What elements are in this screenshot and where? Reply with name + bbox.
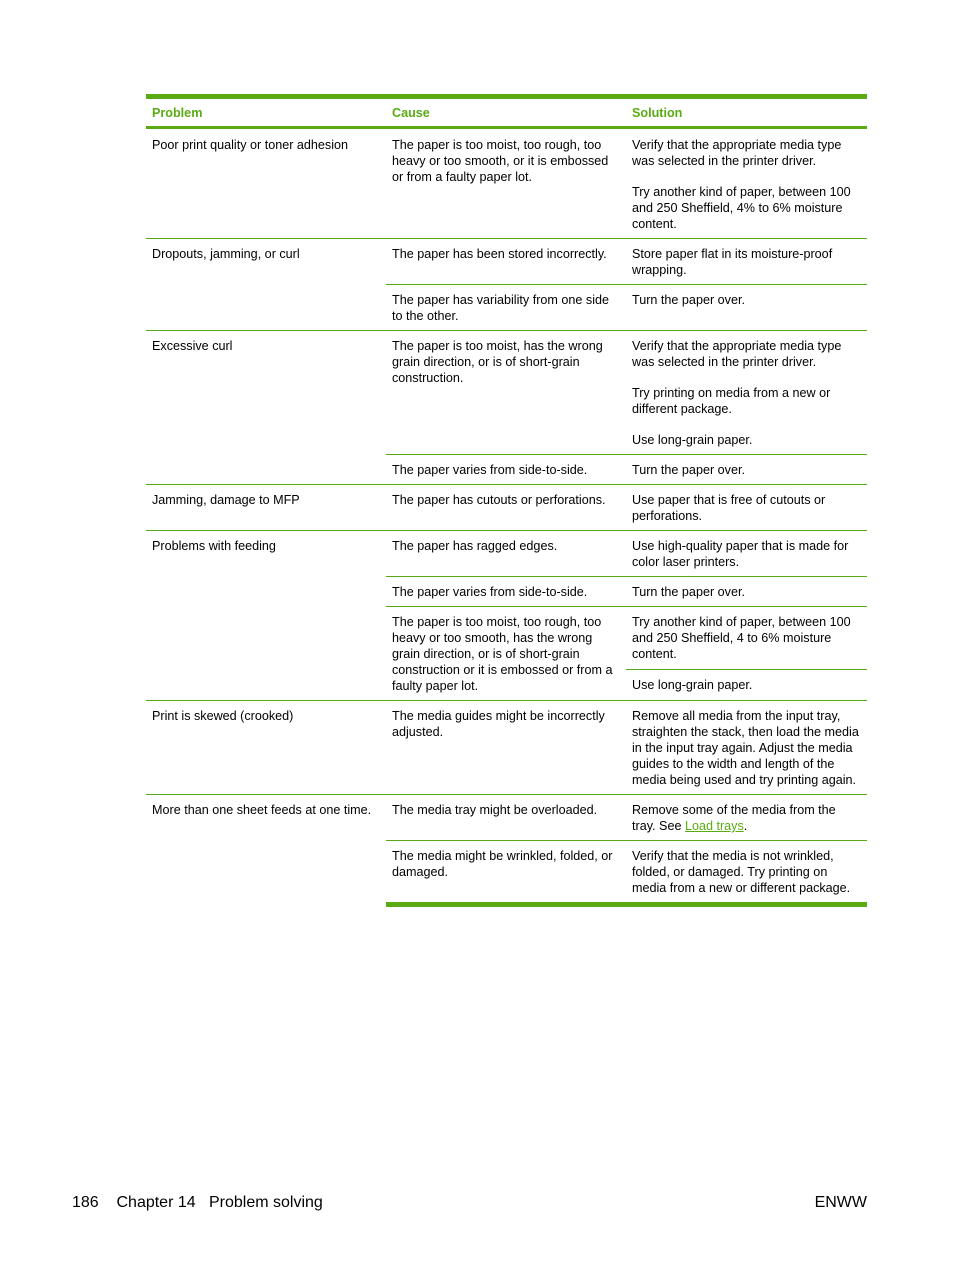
solution-cell xyxy=(626,795,867,841)
problem-cell: Excessive curl xyxy=(146,331,386,485)
problem-cause-solution-table xyxy=(146,94,867,907)
solution-cell xyxy=(626,577,867,607)
solution-text: Use high-quality paper that is made for color laser printers. xyxy=(632,539,849,569)
table-row xyxy=(146,795,867,841)
cause-cell: The paper varies from side-to-side. xyxy=(386,455,626,485)
solution-text: Store paper flat in its moisture-proof wrapping. xyxy=(632,247,833,277)
load-trays-link[interactable]: Load trays xyxy=(684,819,744,833)
cause-cell: The media might be wrinkled, folded, or damaged. xyxy=(386,841,626,905)
problem-cell: Jamming, damage to MFP xyxy=(146,485,386,531)
problem-cell: Dropouts, jamming, or curl xyxy=(146,239,386,331)
solution-text: Turn the paper over. xyxy=(632,293,745,307)
page-footer-right: ENWW xyxy=(814,1194,867,1211)
cause-cell: The paper is too moist, too rough, too heavy or too smooth, has the wrong grain direction, or is of short-grain construction or it is embossed or from a faulty paper lot. xyxy=(386,607,626,701)
cause-cell: The paper is too moist, has the wrong grain direction, or is of short-grain construction. xyxy=(386,331,626,455)
cause-cell: The media tray might be overloaded. xyxy=(386,795,626,841)
solution-text: Use paper that is free of cutouts or perforations. xyxy=(632,493,826,523)
solution-text: Remove all media from the input tray, straighten the stack, then load the media in the input tray again. Adjust the media guides to the width and length of the media being used and try printing again. xyxy=(632,709,859,787)
cause-cell: The paper has variability from one side to the other. xyxy=(386,285,626,331)
solution-cell xyxy=(626,531,867,577)
table-row xyxy=(146,239,867,285)
solution-cell xyxy=(626,670,867,701)
cause-cell: The media guides might be incorrectly adjusted. xyxy=(386,701,626,795)
problem-cell: Print is skewed (crooked) xyxy=(146,701,386,795)
solution-text: Verify that the media is not wrinkled, folded, or damaged. Try printing on media from a new or different package. xyxy=(632,849,851,895)
solution-text xyxy=(632,802,861,834)
problem-cell: More than one sheet feeds at one time. xyxy=(146,795,386,905)
section-label: Problem solving xyxy=(209,1194,323,1211)
solution-text: Turn the paper over. xyxy=(632,585,745,599)
solution-text-suffix: . xyxy=(743,819,748,833)
solution-cell xyxy=(626,455,867,485)
solution-cell xyxy=(626,607,867,670)
solution-text: Try another kind of paper, between 100 and 250 Sheffield, 4 to 6% moisture content. xyxy=(632,615,851,661)
cause-cell: The paper is too moist, too rough, too heavy or too smooth, or it is embossed or from a faulty paper lot. xyxy=(392,138,609,184)
header-cause: Cause xyxy=(386,97,626,128)
page-number: 186 xyxy=(72,1194,99,1211)
solution-text: Verify that the appropriate media type was selected in the printer driver. xyxy=(632,138,842,168)
table-row xyxy=(146,485,867,531)
solution-text: Use long-grain paper. xyxy=(632,433,753,447)
solution-cell xyxy=(626,285,867,331)
solution-cell xyxy=(626,239,867,285)
header-problem: Problem xyxy=(146,97,386,128)
table-header-row xyxy=(146,97,867,128)
solution-cell xyxy=(626,485,867,531)
solution-text: Use long-grain paper. xyxy=(632,678,753,693)
cause-cell: The paper varies from side-to-side. xyxy=(386,577,626,607)
solution-text: Try another kind of paper, between 100 and 250 Sheffield, 4% to 6% moisture content. xyxy=(632,185,851,231)
table-row xyxy=(146,701,867,795)
cause-cell: The paper has ragged edges. xyxy=(386,531,626,577)
chapter-label: Chapter 14 xyxy=(116,1194,196,1211)
page-footer-left xyxy=(72,1193,323,1212)
solution-cell xyxy=(626,331,867,455)
solution-text-prefix: Remove some of the media from the tray. See xyxy=(632,803,836,833)
solution-cell xyxy=(626,128,867,239)
table-row xyxy=(146,128,867,239)
cause-cell: The paper has been stored incorrectly. xyxy=(386,239,626,285)
header-solution: Solution xyxy=(626,97,867,128)
solution-cell xyxy=(626,701,867,795)
solution-text: Verify that the appropriate media type was selected in the printer driver. xyxy=(632,339,842,369)
solution-text: Turn the paper over. xyxy=(632,463,745,477)
table-row xyxy=(146,331,867,455)
solution-text: Try printing on media from a new or different package. xyxy=(632,386,831,416)
solution-cell xyxy=(626,841,867,905)
problem-cell: Poor print quality or toner adhesion xyxy=(152,138,349,152)
problem-cell: Problems with feeding xyxy=(146,531,386,701)
table-row xyxy=(146,531,867,577)
cause-cell: The paper has cutouts or perforations. xyxy=(386,485,626,531)
